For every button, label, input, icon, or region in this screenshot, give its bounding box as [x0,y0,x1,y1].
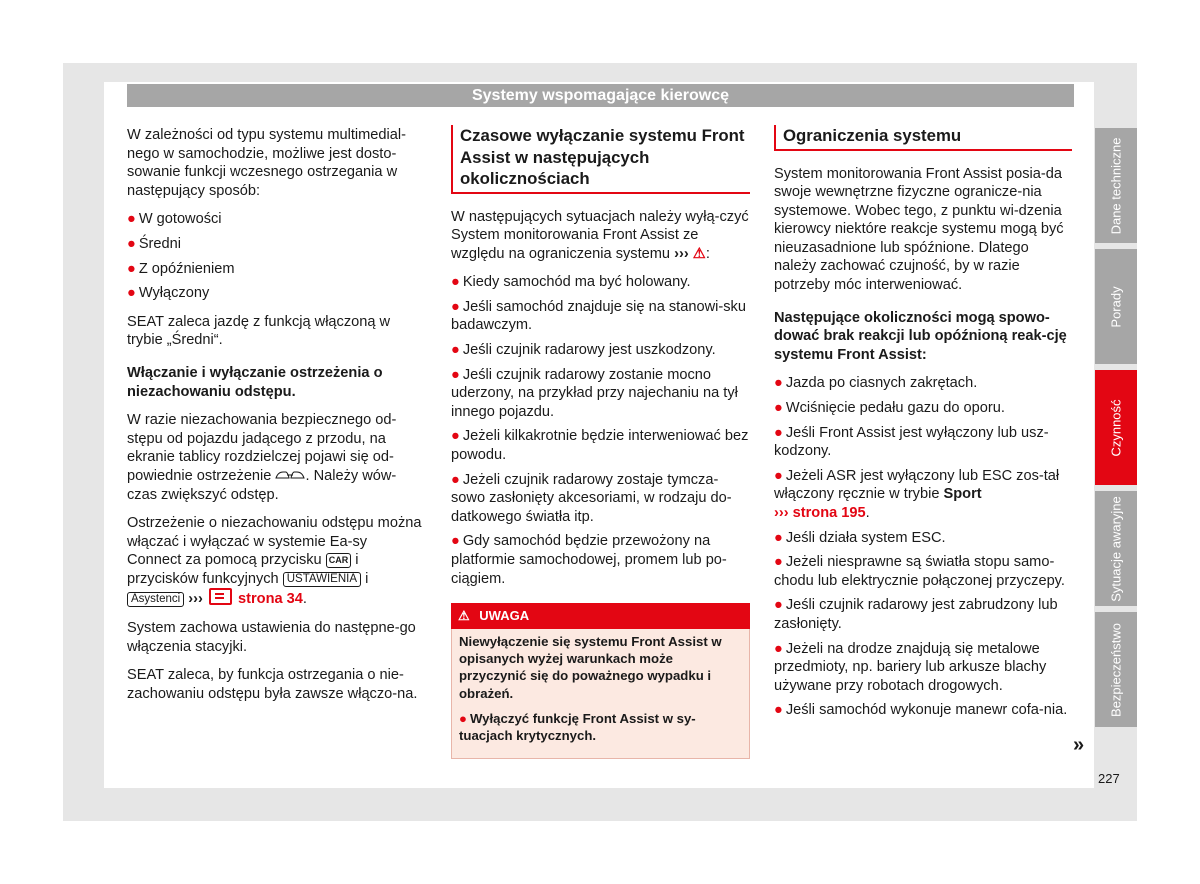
tab-bezpieczenstwo[interactable]: Bezpieczeństwo [1095,612,1137,727]
tab-porady[interactable]: Porady [1095,249,1137,364]
recommendation-paragraph: SEAT zaleca jazdę z funkcją włączoną w trybie „Średni“. [127,313,391,349]
page-number: 227 [1098,771,1120,786]
tab-sytuacje-awaryjne[interactable]: Sytuacje awaryjne [1095,491,1137,606]
circumstances-list [774,374,1072,720]
bullet-icon: ● [774,554,783,571]
bullet-icon: ● [127,260,136,277]
list-item: ● W gotowości [127,211,222,228]
list-item: ● Z opóźnieniem [127,260,235,277]
bullet-icon: ● [451,533,460,550]
page-reference-link[interactable]: strona 34 [238,591,303,608]
intro-paragraph: W zależności od typu systemu multimedial-nego w samochodzie, możliwe jest dosto-sowanie funkcji wczesnego ostrzegania w następujący sposób: [127,127,406,199]
list-item: ● Jeśli samochód wykonuje manewr cofa-nia. [774,702,1068,719]
bullet-icon: ● [451,342,460,359]
subheading-circumstances: Następujące okoliczności mogą spowo-dować brak reakcji lub opóźnioną reak-cję systemu Front Assist: [774,309,1067,363]
bullet-icon: ● [451,366,460,383]
settings-button-key[interactable]: USTAWIENIA [283,572,361,587]
list-item: ● Jeżeli kilkakrotnie będzie interweniować bez powodu. [451,428,749,464]
section-heading-deactivation: Czasowe wyłączanie systemu Front Assist w następujących okolicznościach [451,125,750,194]
warning-triangle-icon: ⚠ [692,245,706,262]
bullet-icon: ● [451,428,460,445]
column-left [127,126,425,713]
settings-retention-paragraph: System zachowa ustawienia do następne-go włączenia stacyjki. [127,620,416,655]
section-banner: Systemy wspomagające kierowcę [127,84,1074,107]
bullet-icon: ● [774,400,783,417]
list-item-asr [774,467,1072,523]
warning-text: Niewyłączenie się systemu Front Assist w opisanych wyżej warunkach może przyczynić się do poważnego wypadku i obrażeń. [459,634,722,701]
bullet-icon: ● [459,710,467,726]
bullet-icon: ● [774,424,783,441]
deactivation-list [451,273,750,588]
cross-reference-icon [209,588,232,605]
always-on-paragraph: SEAT zaleca, by funkcja ostrzegania o nie-zachowaniu odstępu była zawsze włączo-na. [127,667,418,702]
assistants-button-key[interactable]: Asystenci [127,592,184,607]
bullet-icon: ● [127,285,136,302]
warning-mode-list [127,210,425,302]
list-item-text: ››› [774,505,789,521]
bullet-icon: ● [127,235,136,252]
section-heading-limitations: Ograniczenia systemu [774,125,1072,151]
warning-header-icon: ⚠ [458,608,470,623]
bullet-icon: ● [451,274,460,291]
warning-body [451,629,750,759]
list-item: ● Jeśli działa system ESC. [774,529,946,546]
bullet-icon: ● [774,467,783,484]
list-item: ● Jazda po ciasnych zakrętach. [774,375,978,392]
car-button-key[interactable]: CAR [326,553,352,568]
list-item: ● Jeżeli czujnik radarowy zostaje tymcza-sowo zasłonięty akcesoriami, w rodzaju do-datkowego światła itp. [451,471,732,525]
list-item-text: . [865,505,870,521]
bullet-icon: ● [774,529,783,546]
bullet-icon: ● [127,211,136,228]
bullet-icon: ● [774,375,783,392]
bullet-icon: ● [451,471,460,488]
bullet-icon: ● [774,597,783,614]
column-right [774,125,1072,730]
list-item: ● Średni [127,235,182,252]
column-middle [451,125,750,598]
list-item-text: Sport [943,486,982,503]
subheading-distance-warning: Włączanie i wyłączanie ostrzeżenia o niezachowaniu odstępu. [127,364,383,400]
list-item: ● Jeśli czujnik radarowy zostanie mocno uderzony, na przykład przy najechaniu na tył innego pojazdu. [451,366,738,420]
list-item: ● Jeśli czujnik radarowy jest zabrudzony lub zasłonięty. [774,597,1058,632]
list-item: ● Wciśnięcie pedału gazu do oporu. [774,400,1005,417]
warning-box [451,603,750,759]
list-item: ● Wyłączony [127,285,210,302]
limitations-paragraph: System monitorowania Front Assist posia-da swoje wewnętrzne fizyczne ogranicze-nia systemowe. Wobec tego, z punktu wi-dzenia kierowcy niektóre reakcje systemu mogą być nieuzasadnione lub spóźnione. Dlatego należy zachować czujność, by w razie potrzeby móc interweniować. [774,165,1064,294]
page-reference-link[interactable]: strona 195 [792,505,866,521]
list-item: ● Jeżeli na drodze znajdują się metalowe przedmioty, np. bariery lub arkusze blachy używane przy robotach drogowych. [774,640,1047,694]
warning-header [451,603,750,629]
tab-dane-techniczne[interactable]: Dane techniczne [1095,128,1137,243]
list-item: ● Gdy samochód będzie przewożony na platformie samochodowej, promem lub po-ciągiem. [451,533,727,587]
list-item: ● Jeśli samochód znajduje się na stanowi-sku badawczym. [451,298,746,334]
bullet-icon: ● [451,298,460,315]
continue-marker: » [1073,734,1085,756]
distance-warning-paragraph: W razie niezachowania bezpiecznego od-stępu od pojazdu jadącego z przodu, na ekranie tablicy rozdzielczej pojawi się od-powiednie ostrzeżenie . Należy wów-czas zwiększyć odstęp. [127,412,397,503]
list-item: ● Jeśli Front Assist jest wyłączony lub usz-kodzony. [774,424,1049,460]
warning-item: ● Wyłączyć funkcję Front Assist w sy-tuacjach krytycznych. [459,710,696,744]
tab-czynnosc[interactable]: Czynność [1095,370,1137,485]
warning-title: UWAGA [479,608,530,623]
bullet-icon: ● [774,702,783,719]
list-item: ● Jeżeli niesprawne są światła stopu samo-chodu lub elektrycznie połączonej przyczepy. [774,554,1065,589]
deactivation-intro: W następujących sytuacjach należy wyłą-czyć System monitorowania Front Assist ze względu na ograniczenia systemu ››› ⚠: [451,208,749,262]
list-item: ● Kiedy samochód ma być holowany. [451,274,691,291]
configuration-paragraph: Ostrzeżenie o niezachowaniu odstępu można włączać i wyłączać w systemie Ea-sy Connect za pomocą przycisku CAR i przycisków funkcyjnych USTAWIENIA i Asystenci ››› strona 34. [127,515,422,608]
bullet-icon: ● [774,640,783,657]
distance-warning-icon [275,468,305,484]
list-item: ● Jeśli czujnik radarowy jest uszkodzony. [451,342,716,359]
list-item-text: Jeżeli ASR jest wyłączony lub ESC zos-tał włączony ręcznie w trybie [774,467,1060,503]
